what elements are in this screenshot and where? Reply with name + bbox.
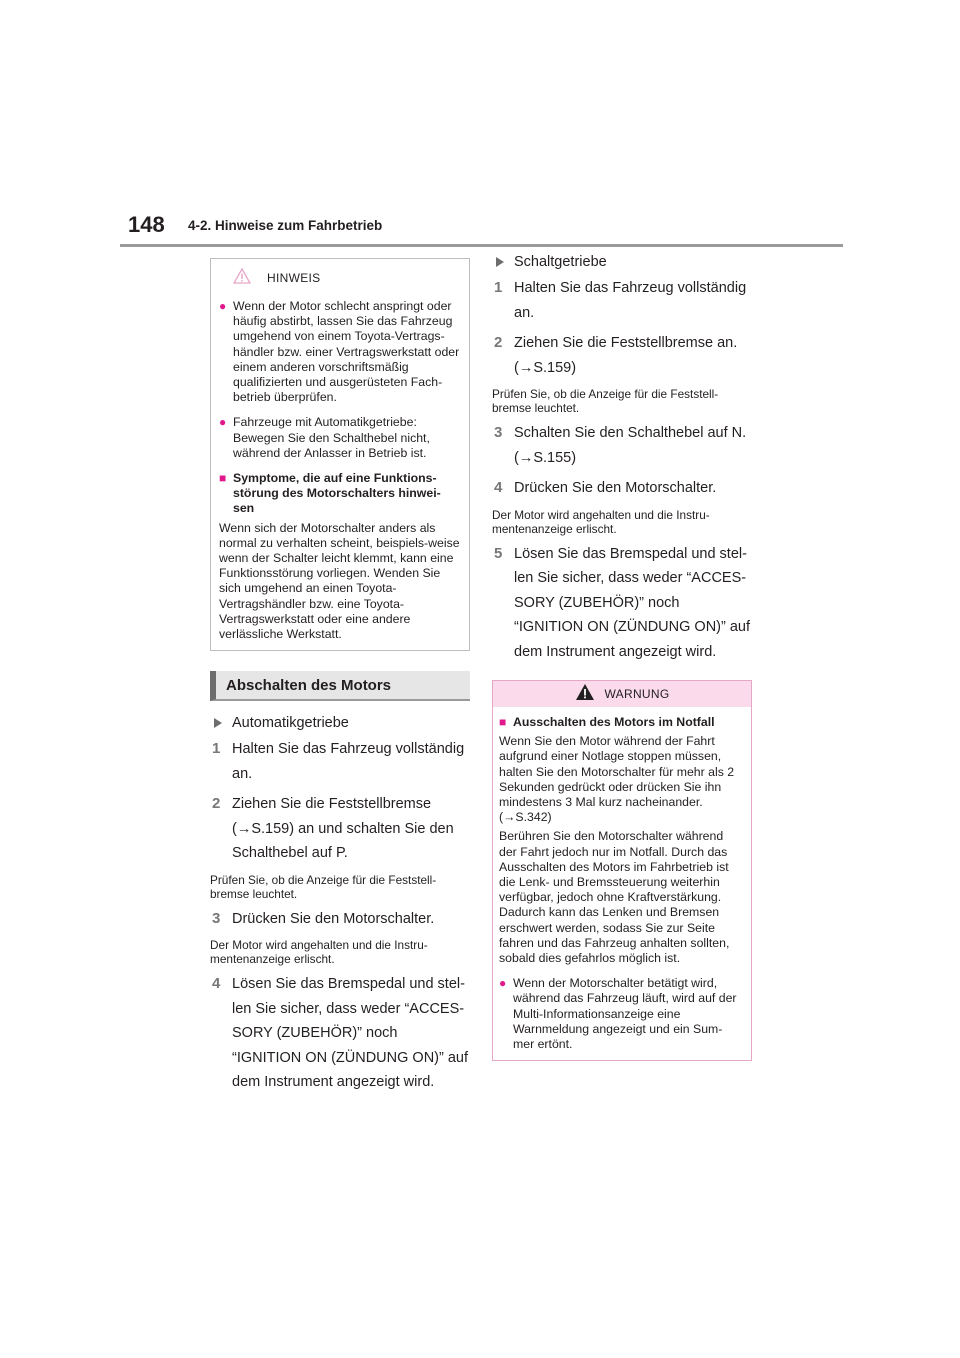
warning-filled-triangle-icon [575,683,595,706]
right-column [492,254,752,1061]
hinweis-box [210,258,470,651]
square-bullet-icon: ■ [499,715,507,729]
manual-label [492,254,752,270]
warnung-bullet [499,976,743,1052]
auto-step-4 [210,972,470,1095]
caution-outline-triangle-icon [233,268,251,289]
warnung-bullet-text: Wenn der Motorschalter betätigt wird, während das Fahrzeug läuft, wird auf der Multi-Informationsanzeige eine Warnmeldung angezeigt und ein Sum-mer ertönt. [513,976,737,1052]
step-number: 1 [212,740,221,758]
manual-step-5 [492,542,752,665]
manual-note-2: Prüfen Sie, ob die Anzeige für die Feststell-bremse leuchtet. [492,387,719,415]
auto-note-2: Prüfen Sie, ob die Anzeige für die Feststell-bremse leuchtet. [210,872,437,901]
header-divider [120,244,843,247]
hinweis-subheading [219,471,461,517]
auto-step-3-text: Drücken Sie den Motorschalter. [232,910,435,927]
warnung-text-1: Wenn Sie den Motor während der Fahrt aufgrund einer Notlage stoppen müssen, halten Sie den Motorschalter für mehr als 2 Sekunden gedrückt oder drücken Sie ihn mindestens 3 Mal kurz nacheinander. (→S.342) [499,734,735,825]
section-heading: Abschalten des Motors [210,671,470,701]
triangle-bullet-icon [496,257,504,267]
manual-note-4: Der Motor wird angehalten und die Instru-mentenanzeige erlischt. [492,507,710,536]
auto-step-4-text: Lösen Sie das Bremspedal und stel-len Sie sicher, dass weder “ACCES-SORY (ZUBEHÖR)” noch “IGNITION ON (ZÜNDUNG ON)” auf dem Instrument angezeigt wird. [232,976,469,1091]
step-number: 4 [494,479,503,496]
warnung-subheading [499,715,743,730]
warnung-box [492,680,752,1061]
auto-step-2 [210,792,470,866]
auto-step-2-text: Ziehen Sie die Feststellbremse (→S.159) an und schalten Sie den Schalthebel auf P. [232,796,454,862]
manual-step-1 [492,276,752,325]
manual-step-5-text: Lösen Sie das Bremspedal und stel-len Sie sicher, dass weder “ACCES-SORY (ZUBEHÖR)” noch “IGNITION ON (ZÜNDUNG ON)” auf dem Instrument angezeigt wird. [514,545,751,660]
page-number: 148 [128,212,165,237]
chapter-title: 4-2. Hinweise zum Fahrbetrieb [188,218,383,233]
manual-step-3 [492,421,752,470]
hinweis-header [219,267,461,289]
manual-step-1-text: Halten Sie das Fahrzeug vollständig an. [514,280,747,321]
triangle-bullet-icon [214,718,222,728]
square-bullet-icon: ■ [219,471,227,486]
warnung-title: WARNUNG [604,687,670,701]
hinweis-bullet-2 [219,415,461,461]
bullet-dot-icon: ● [219,415,227,430]
bullet-dot-icon: ● [499,976,507,991]
hinweis-bullet-1-text: Wenn der Motor schlecht anspringt oder häufig abstirbt, lassen Sie das Fahrzeug umgehend von einem Toyota-Vertrags-händler bzw. einer Vertragswerkstatt oder einem anderen vorschriftsmäßig qualifizierten und ausgerüsteten Fach-betrieb überprüfen. [233,299,460,405]
step-number: 5 [494,544,503,562]
warnung-subheading-text: Ausschalten des Motors im Notfall [513,715,715,729]
step-number: 3 [212,909,221,927]
step-number: 2 [212,795,221,813]
warnung-text-2: Berühren Sie den Motorschalter während der Fahrt jedoch nur im Notfall. Durch das Ausschalten des Motors im Fahrbetrieb ist die Lenk- und Bremssteuerung weiterhin verfügbar, jedoch ohne Kraftverstärkung. Dadurch kann das Lenken und Bremsen erschwert werden, sodass Sie zur Seite fahren und das Fahrzeug anhalten sollten, sobald dies gefahrlos möglich ist. [499,829,730,966]
manual-step-2 [492,331,752,380]
manual-step-3-text: Schalten Sie den Schalthebel auf N. (→S.155) [514,425,747,466]
left-column [210,258,470,1095]
hinweis-bullet-1 [219,299,461,405]
auto-step-1 [210,737,470,786]
auto-step-1-text: Halten Sie das Fahrzeug vollständig an. [232,741,465,782]
automatic-label [210,715,470,731]
step-number: 3 [494,424,503,441]
auto-note-3: Der Motor wird angehalten und die Instru-mentenanzeige erlischt. [210,938,428,967]
hinweis-bullet-2-text: Fahrzeuge mit Automatikgetriebe: Bewegen Sie den Schalthebel nicht, während der Anlasser in Betrieb ist. [233,415,430,460]
step-number: 4 [212,975,221,993]
hinweis-subtext: Wenn sich der Motorschalter anders als normal zu verhalten scheint, beispiels-weise wenn der Schalter leicht klemmt, kann eine Funktionsstörung vorliegen. Wenden Sie sich umgehend an einen Toyota-Vertragshändler bzw. eine Toyota-Vertragswerkstatt oder eine andere verlässliche Werkstatt. [219,520,460,642]
warnung-header [493,681,751,707]
hinweis-subheading-text: Symptome, die auf eine Funktions-störung des Motorschalters hinwei-sen [233,471,441,516]
bullet-dot-icon: ● [219,299,227,313]
manual-step-4-text: Drücken Sie den Motorschalter. [514,480,717,496]
auto-step-3 [210,907,470,932]
manual-label-text: Schaltgetriebe [514,254,607,270]
hinweis-title: HINWEIS [267,271,321,285]
manual-step-2-text: Ziehen Sie die Feststellbremse an. (→S.159) [514,335,738,376]
automatic-label-text: Automatikgetriebe [232,715,349,732]
step-number: 1 [494,279,503,296]
warnung-body [493,707,751,1060]
manual-step-4 [492,476,752,501]
step-number: 2 [494,334,503,351]
